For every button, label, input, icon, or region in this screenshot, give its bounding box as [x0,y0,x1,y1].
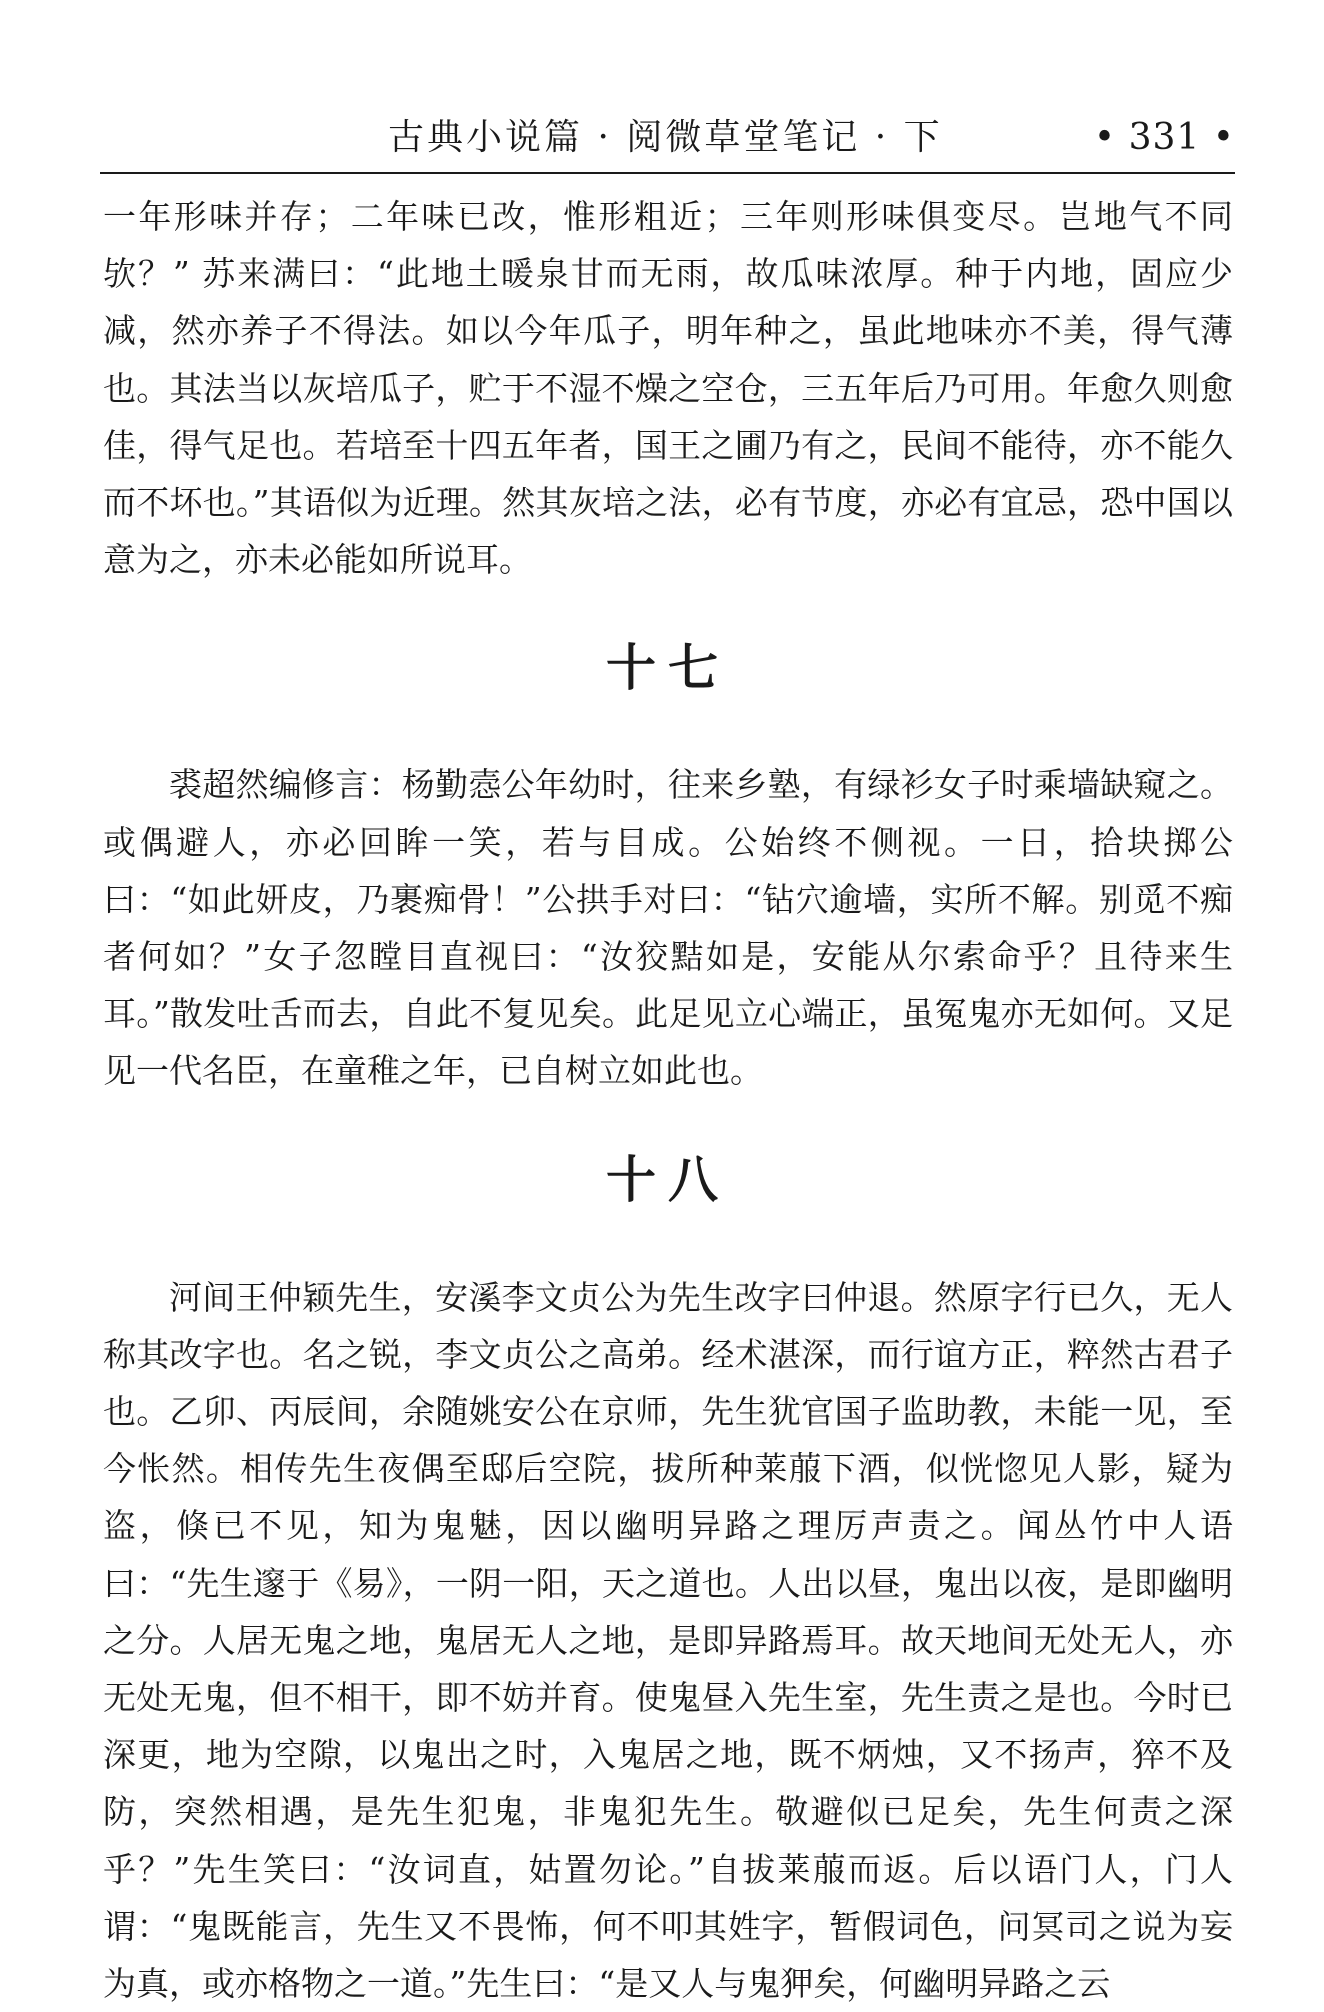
running-header-title: 古典小说篇 · 阅微草堂笔记 · 下 [388,117,943,158]
page-number: • 331 • [1093,117,1235,158]
section-heading-17: 十七 [606,639,730,698]
paragraph-section-17: 裘超然编修言：杨勤悫公年幼时，往来乡塾，有绿衫女子时乘墙缺窥之。或偶避人，亦必回眸一笑，若与目成。公始终不侧视。一日，拾块掷公曰：“如此妍皮，乃裹痴骨！”公拱手对曰：“钻穴逾墙，实所不解。别觅不痴者何如？”女子忽瞠目直视曰：“汝狡黠如是，安能从尔索命乎？且待来生耳。”散发吐舌而去，自此不复见矣。此足见立心端正，虽冤鬼亦无如何。又足见一代名臣，在童稚之年，已自树立如此也。 [103,765,1233,1091]
paragraph-section-18: 河间王仲颖先生，安溪李文贞公为先生改字曰仲退。然原字行已久，无人称其改字也。名之锐，李文贞公之高弟。经术湛深，而行谊方正，粹然古君子也。乙卯、丙辰间，余随姚安公在京师，先生犹官国子监助教，未能一见，至今怅然。相传先生夜偶至邸后空院，拔所种莱菔下酒，似恍惚见人影，疑为盗，倏已不见，知为鬼魅，因以幽明异路之理厉声责之。闻丛竹中人语曰：“先生邃于《易》，一阴一阳，天之道也。人出以昼，鬼出以夜，是即幽明之分。人居无鬼之地，鬼居无人之地，是即异路焉耳。故天地间无处无人，亦无处无鬼，但不相干，即不妨并育。使鬼昼入先生室，先生责之是也。今时已深更，地为空隙，以鬼出之时，入鬼居之地，既不炳烛，又不扬声，猝不及防，突然相遇，是先生犯鬼，非鬼犯先生。敬避似已足矣，先生何责之深乎？”先生笑曰：“汝词直，姑置勿论。”自拔莱菔而返。后以语门人，门人谓：“鬼既能言，先生又不畏怖，何不叩其姓字，暂假词色，问冥司之说为妄为真，或亦格物之一道。”先生曰：“是又人与鬼狎矣，何幽明异路之云 [103,1277,1233,2004]
section-heading-18: 十八 [606,1150,730,1209]
header-rule [100,172,1235,174]
page-body [103,188,1233,2012]
running-header [100,108,1235,168]
paragraph-continued: 一年形味并存；二年味已改，惟形粗近；三年则形味俱变尽。岂地气不同欤？” 苏来满曰：“此地土暖泉甘而无雨，故瓜味浓厚。种于内地，固应少减，然亦养子不得法。如以今年瓜子，明年种之，虽此地味亦不美，得气薄也。其法当以灰培瓜子，贮于不湿不燥之空仓，三五年后乃可用。年愈久则愈佳，得气足也。若培至十四五年者，国王之圃乃有之，民间不能待，亦不能久而不坏也。”其语似为近理。然其灰培之法，必有节度，亦必有宜忌，恐中国以意为之，亦未必能如所说耳。 [103,197,1233,580]
